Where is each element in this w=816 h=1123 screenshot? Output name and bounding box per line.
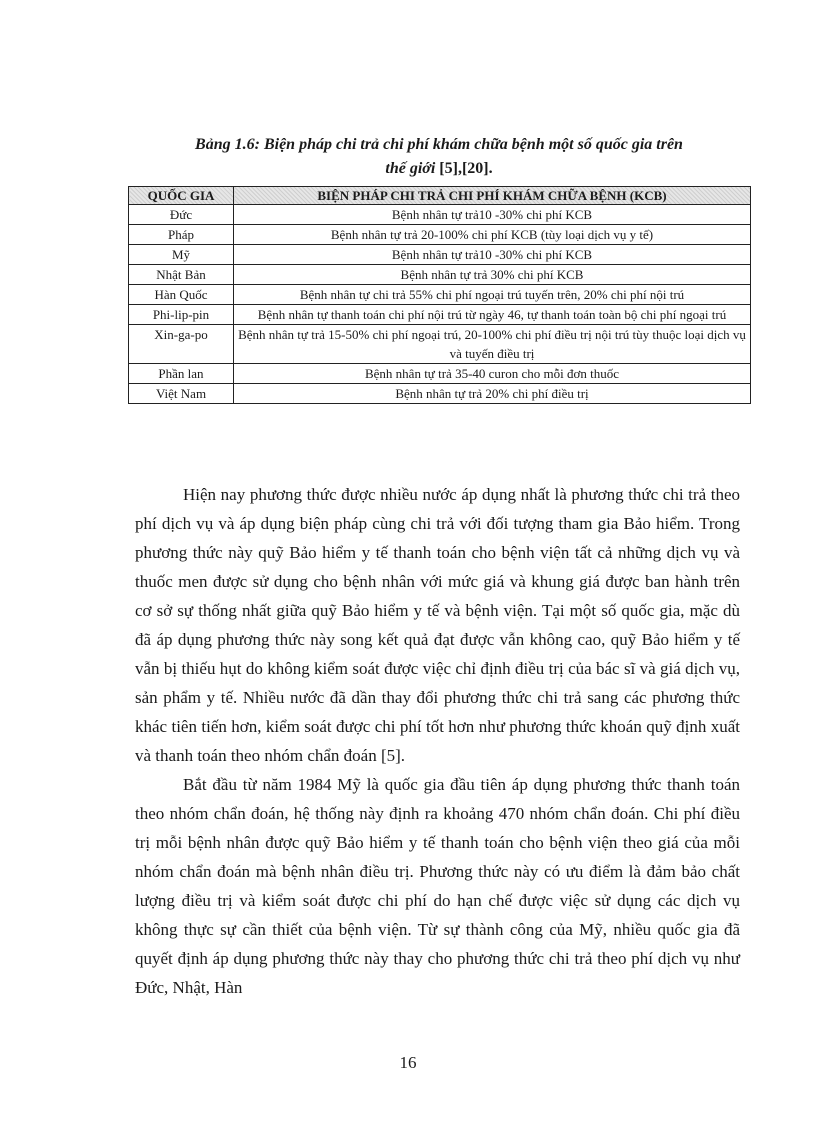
page-number: 16 <box>399 1053 417 1072</box>
paragraph: Hiện nay phương thức được nhiều nước áp dụng nhất là phương thức chi trả theo phí dịch vụ và áp dụng biện pháp cùng chi trả với đối tượng tham gia Bảo hiểm. Trong phương thức này quỹ Bảo hiểm y tế thanh toán cho bệnh viện tất cả những dịch vụ và thuốc men được sử dụng cho bệnh nhân với mức giá và khung giá được ban hành trên cơ sở sự thống nhất giữa quỹ Bảo hiểm y tế và bệnh viện. Tại một số quốc gia, mặc dù đã áp dụng phương thức này song kết quả đạt được vẫn không cao, quỹ Bảo hiểm y tế vẫn bị thiếu hụt do không kiểm soát được việc chỉ định điều trị của bác sĩ và giá dịch vụ, sản phẩm y tế. Nhiều nước đã dần thay đổi phương thức chi trả sang các phương thức khác tiên tiến hơn, kiểm soát được chi phí tốt hơn như phương thức khoán quỹ định xuất và thanh toán theo nhóm chẩn đoán [5]. <box>135 485 740 765</box>
country-cell: Pháp <box>129 225 234 245</box>
table-row <box>129 265 751 285</box>
measure-cell: Bệnh nhân tự trả10 -30% chi phí KCB <box>234 205 751 225</box>
table-caption <box>128 133 750 181</box>
paragraph: Bắt đầu từ năm 1984 Mỹ là quốc gia đầu tiên áp dụng phương thức thanh toán theo nhóm chẩn đoán, hệ thống này định ra khoảng 470 nhóm chẩn đoán. Chi phí điều trị mỗi bệnh nhân được quỹ Bảo hiểm y tế thanh toán cho bệnh viện theo giá của mỗi nhóm chẩn đoán mà bệnh nhân điều trị. Phương thức này có ưu điểm là đảm bảo chất lượng điều trị và kiểm soát được chi phí do hạn chế được việc sử dụng các dịch vụ không thực sự cần thiết của bệnh viện. Từ sự thành công của Mỹ, nhiều quốc gia đã quyết định áp dụng phương thức này thay cho phương thức chi trả theo phí dịch vụ như Đức, Nhật, Hàn <box>135 775 740 997</box>
header-country: QUỐC GIA <box>129 187 234 205</box>
caption-title-line2: thế giới <box>385 160 436 177</box>
country-cell: Mỹ <box>129 245 234 265</box>
measure-cell: Bệnh nhân tự trả 20% chi phí điều trị <box>234 384 751 404</box>
header-measure: BIỆN PHÁP CHI TRẢ CHI PHÍ KHÁM CHỮA BỆNH (KCB) <box>234 187 751 205</box>
table-row <box>129 285 751 305</box>
table-row <box>129 205 751 225</box>
payment-policy-table <box>128 186 751 404</box>
country-cell: Đức <box>129 205 234 225</box>
caption-label: Bảng 1.6: <box>195 136 260 153</box>
measure-cell: Bệnh nhân tự trả10 -30% chi phí KCB <box>234 245 751 265</box>
table-row <box>129 325 751 364</box>
measure-cell: Bệnh nhân tự chi trả 55% chi phí ngoại trú tuyến trên, 20% chi phí nội trú <box>234 285 751 305</box>
table-row <box>129 245 751 265</box>
measure-cell: Bệnh nhân tự trả 15-50% chi phí ngoại trú, 20-100% chi phí điều trị nội trú tùy thuộc loại dịch vụ và tuyến điều trị <box>234 325 751 364</box>
country-cell: Xin-ga-po <box>129 325 234 364</box>
caption-references: [5],[20]. <box>439 160 493 177</box>
table-row <box>129 364 751 384</box>
measure-cell: Bệnh nhân tự trả 35-40 curon cho mỗi đơn thuốc <box>234 364 751 384</box>
table-row <box>129 225 751 245</box>
measure-cell: Bệnh nhân tự trả 20-100% chi phí KCB (tùy loại dịch vụ y tế) <box>234 225 751 245</box>
country-cell: Việt Nam <box>129 384 234 404</box>
body-text <box>135 480 740 1002</box>
caption-title: Biện pháp chi trả chi phí khám chữa bệnh một số quốc gia trên <box>263 136 683 153</box>
measure-cell: Bệnh nhân tự thanh toán chi phí nội trú từ ngày 46, tự thanh toán toàn bộ chi phí ngoại trú <box>234 305 751 325</box>
country-cell: Phi-lip-pin <box>129 305 234 325</box>
table-row <box>129 384 751 404</box>
table-header-row <box>129 187 751 205</box>
country-cell: Nhật Bản <box>129 265 234 285</box>
country-cell: Phần lan <box>129 364 234 384</box>
table-row <box>129 305 751 325</box>
country-cell: Hàn Quốc <box>129 285 234 305</box>
measure-cell: Bệnh nhân tự trả 30% chi phí KCB <box>234 265 751 285</box>
